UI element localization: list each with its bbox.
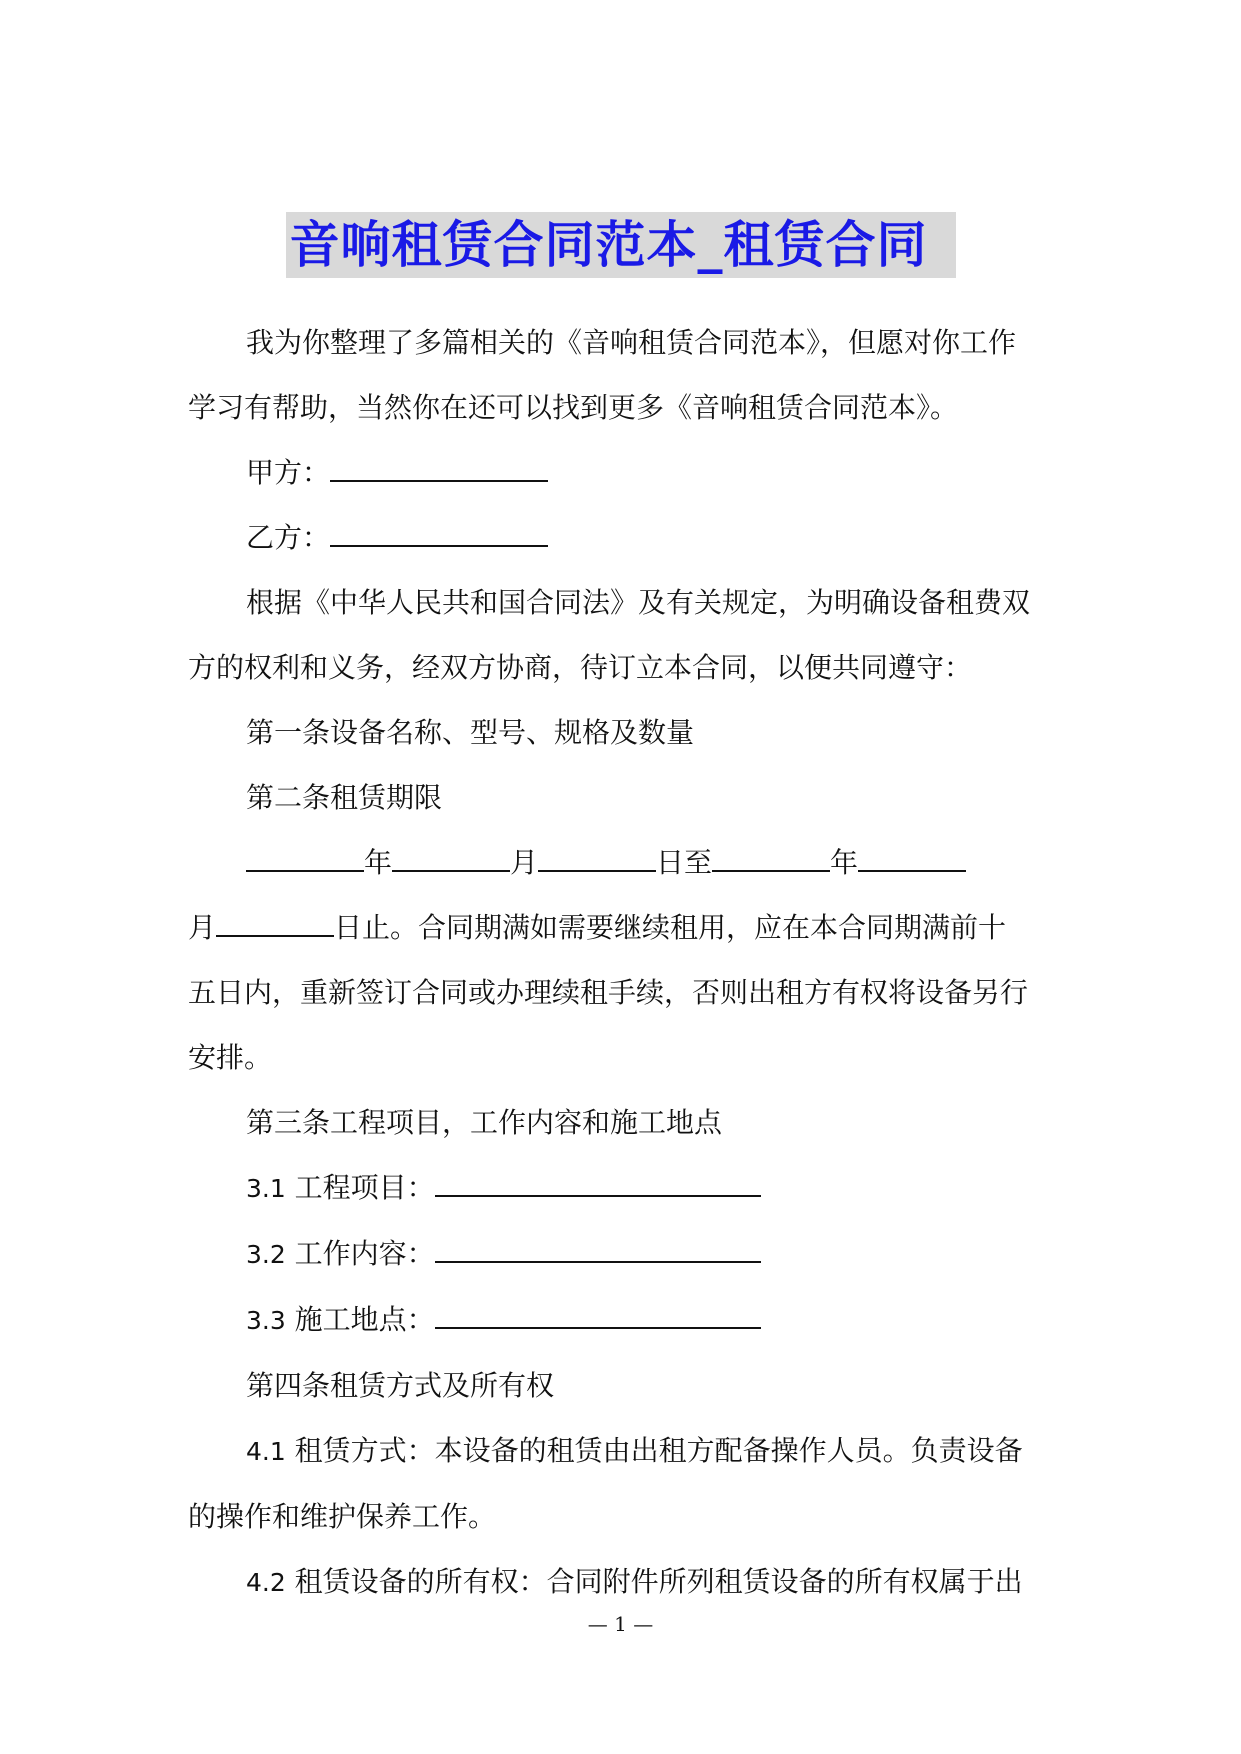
item-3-2-blank	[435, 1239, 761, 1263]
item-3-2-number: 3.2	[246, 1240, 286, 1269]
document-title: 音响租赁合同范本_租赁合同	[286, 212, 956, 278]
article-1-heading: 第一条设备名称、型号、规格及数量	[246, 716, 695, 749]
year-label: 年	[364, 846, 393, 879]
start-day-blank	[538, 848, 656, 872]
article-2-heading: 第二条租赁期限	[246, 781, 443, 814]
start-month-blank	[392, 848, 510, 872]
end-month-blank-part	[858, 848, 966, 872]
item-4-1	[188, 1418, 1058, 1549]
item-4-2	[188, 1549, 1058, 1615]
year2-label: 年	[830, 846, 859, 879]
month2-label: 月	[188, 911, 217, 944]
party-b-blank	[330, 523, 548, 547]
item-3-3-label: 施工地点：	[285, 1303, 435, 1336]
period-end-text: 日止。合同期满如需要继续租用，应在本合同期满前十	[334, 911, 1007, 944]
period-line-1	[188, 830, 1058, 895]
title-wrapper	[0, 212, 1241, 278]
article-3-heading: 第三条工程项目，工作内容和施工地点	[246, 1106, 723, 1139]
month-label: 月	[510, 846, 539, 879]
item-4-1-line-1	[188, 1418, 1058, 1484]
basis-line-1: 根据《中华人民共和国合同法》及有关规定，为明确设备租费双	[246, 586, 1031, 619]
start-year-blank	[246, 848, 364, 872]
intro-line-2: 学习有帮助，当然你在还可以找到更多《音响租赁合同范本》。	[188, 391, 959, 424]
item-4-1-line-2: 的操作和维护保养工作。	[188, 1500, 497, 1533]
period-paragraph	[188, 830, 1058, 1090]
basis-paragraph	[188, 570, 1058, 700]
party-b-line	[188, 505, 1058, 570]
item-3-3-number: 3.3	[246, 1306, 286, 1335]
item-4-2-line-1	[188, 1549, 1058, 1615]
item-4-1-text: 租赁方式：本设备的租赁由出租方配备操作人员。负责设备	[285, 1434, 1023, 1467]
item-3-2	[188, 1221, 1058, 1287]
item-3-1-label: 工程项目：	[285, 1171, 435, 1204]
period-line-3: 五日内，重新签订合同或办理续租手续，否则出租方有权将设备另行	[188, 976, 1029, 1009]
item-3-3-blank	[435, 1305, 761, 1329]
party-b-label: 乙方：	[246, 521, 331, 554]
document-body	[188, 310, 1058, 1615]
article-4-heading: 第四条租赁方式及所有权	[246, 1369, 555, 1402]
item-3-2-label: 工作内容：	[285, 1237, 435, 1270]
item-3-1-number: 3.1	[246, 1174, 286, 1203]
party-a-label: 甲方：	[246, 456, 331, 489]
item-4-2-text: 租赁设备的所有权：合同附件所列租赁设备的所有权属于出	[285, 1565, 1023, 1598]
item-3-1-blank	[435, 1173, 761, 1197]
period-line-2	[188, 895, 1058, 960]
party-a-blank	[330, 458, 548, 482]
item-3-3	[188, 1287, 1058, 1353]
item-3-1	[188, 1155, 1058, 1221]
item-4-2-number: 4.2	[246, 1568, 286, 1597]
period-line-4: 安排。	[188, 1041, 273, 1074]
item-4-1-number: 4.1	[246, 1437, 286, 1466]
party-a-line	[188, 440, 1058, 505]
end-day-blank	[216, 913, 334, 937]
day-to-label: 日至	[656, 846, 713, 879]
end-year-blank	[712, 848, 830, 872]
page-number-footer: — 1 —	[587, 1612, 654, 1636]
intro-line-1: 我为你整理了多篇相关的《音响租赁合同范本》，但愿对你工作	[246, 326, 1017, 359]
intro-paragraph	[188, 310, 1058, 440]
basis-line-2: 方的权利和义务，经双方协商，待订立本合同，以便共同遵守：	[188, 651, 973, 684]
